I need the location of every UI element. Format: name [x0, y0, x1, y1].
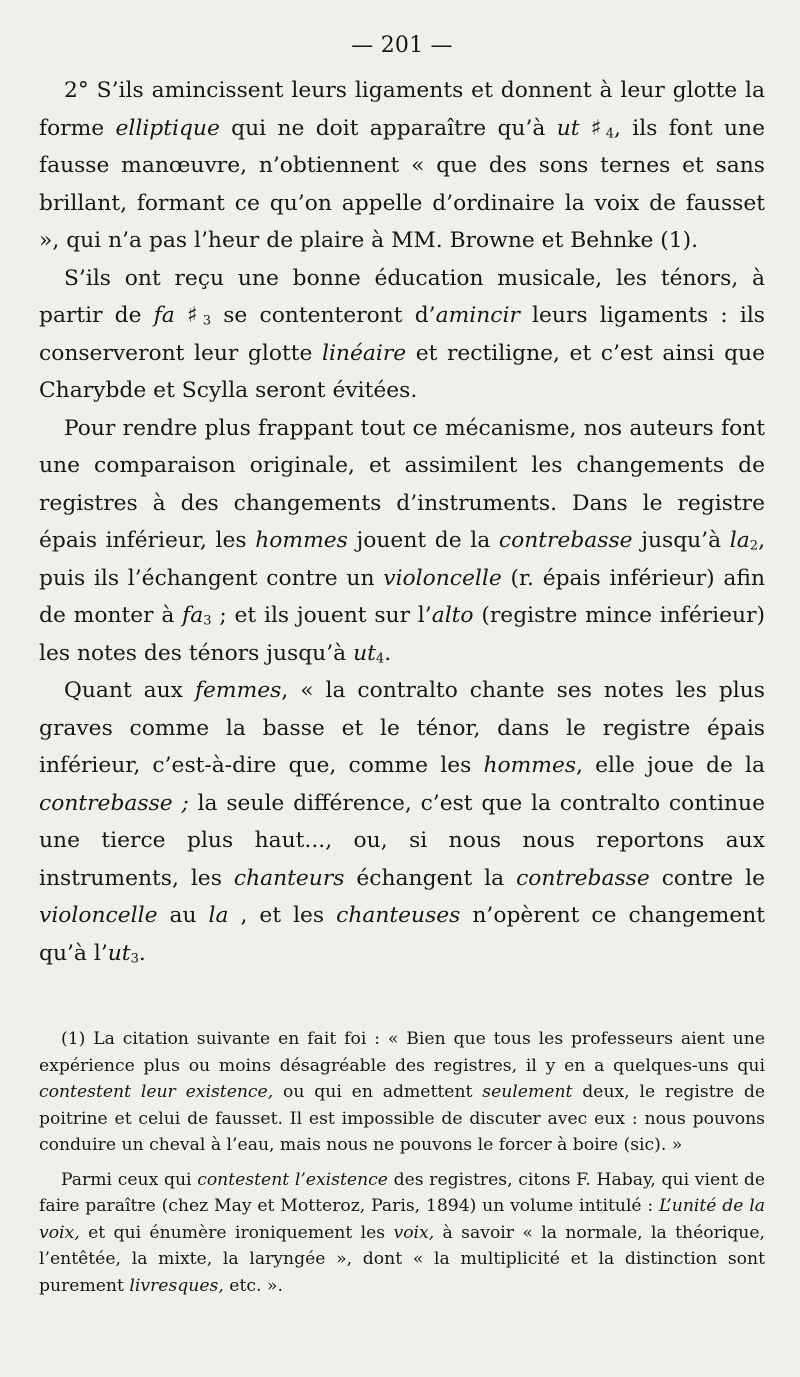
main-text [39, 72, 765, 972]
footnote-1 [39, 1026, 765, 1159]
text-run: (1) La citation suivante en fait foi : « Bien que tous les professeurs aient une expérience plus ou moins désagréable des registres, il y en a quelques-uns qui [39, 1029, 765, 1076]
italic-run: fa [182, 603, 204, 628]
italic-run: ut [353, 640, 376, 666]
italic-run: violoncelle [39, 903, 158, 928]
text-run: Quant aux [64, 678, 195, 703]
subscript: 4 [375, 650, 385, 666]
text-run: (registre mince inférieur) les notes des ténors jusqu’à [39, 603, 765, 666]
italic-run: amincir [435, 303, 520, 328]
italic-run: livresques, [129, 1275, 224, 1296]
italic-run: la [729, 528, 750, 553]
text-run: , elle joue de la [576, 753, 765, 778]
text-run: n’opèrent ce changement qu’à l’ [39, 903, 766, 966]
text-run: , ils font une fausse manœuvre, n’obtiennent « que des sons ternes et sans brillant, formant ce qu’on appelle d’ordinaire la voix de fausset », qui n’a pas l’heur de plaire à MM. Browne et Behnke (1). [39, 115, 765, 253]
italic-run: ut ♯ [556, 115, 606, 141]
text-run: jouent de la [347, 528, 499, 553]
paragraph-1 [39, 72, 765, 260]
text-run: deux, le registre de poitrine et celui de fausset. Il est impossible de discuter avec eux : nous pouvons conduire un cheval à l’eau, mais nous ne pouvons le forcer à boire (sic). » [39, 1082, 765, 1155]
text-run: des registres, citons F. Habay, qui vient de faire paraître (chez May et Motteroz, Paris, 1894) un volume intitulé : [39, 1169, 765, 1216]
text-run: , « la contralto chante ses notes les plus graves comme la basse et le ténor, dans le registre épais inférieur, c’est-à-dire que, comme les [39, 678, 765, 778]
italic-run: femmes [194, 678, 282, 703]
italic-run: ut [107, 940, 131, 966]
italic-run: contestent l’existence [197, 1169, 388, 1190]
italic-run: hommes [483, 753, 577, 778]
italic-run: violoncelle [383, 565, 502, 591]
italic-run: la [208, 903, 229, 928]
text-run: échangent la [344, 865, 517, 891]
italic-run: seulement [482, 1082, 573, 1102]
text-run: à savoir « la normale, la théorique, l’entêtée, la mixte, la laryngée », dont « la multiplicité et la distinction sont purement [39, 1222, 766, 1296]
subscript: 4 [605, 125, 615, 141]
page-number: — 201 — [351, 33, 453, 58]
italic-run: fa ♯ [153, 303, 203, 328]
text-run: qui ne doit apparaître qu’à [219, 115, 557, 141]
subscript: 3 [203, 613, 212, 629]
paragraph-3 [39, 410, 765, 673]
paragraph-2 [39, 260, 765, 410]
text-run: contre le [649, 865, 765, 891]
text-run: etc. ». [223, 1275, 283, 1296]
italic-run: contestent leur existence, [39, 1082, 274, 1102]
text-run: , et les [228, 903, 337, 928]
subscript: 3 [202, 313, 212, 329]
italic-run: linéaire [321, 340, 407, 366]
text-run: se contenteront d’ [211, 303, 436, 328]
italic-run: contrebasse [498, 528, 633, 553]
italic-run: alto [431, 603, 474, 628]
footnote-2 [39, 1167, 765, 1300]
text-run: et rectiligne, et c’est ainsi que Charybde et Scylla seront évitées. [39, 340, 765, 403]
italic-run: contrebasse ; [39, 790, 189, 816]
italic-run: elliptique [115, 115, 220, 141]
italic-run: chanteuses [336, 903, 461, 928]
text-run: Pour rendre plus frappant tout ce mécanisme, nos auteurs font une comparaison originale, et assimilent les changements de registres à des changements d’instruments. Dans le registre épais inférieur, les [39, 415, 765, 553]
italic-run: contrebasse [516, 865, 650, 891]
text-run: . [138, 940, 146, 966]
footnotes [39, 1026, 765, 1299]
text-run: la seule différence, c’est que la contralto continue une tierce plus haut..., ou, si nous nous reportons aux instruments, les [39, 790, 765, 891]
subscript: 3 [130, 950, 139, 966]
subscript: 2 [749, 538, 759, 554]
text-run: ou qui en admettent [273, 1082, 483, 1102]
text-run: , puis ils l’échangent contre un [39, 528, 765, 591]
text-run: et qui énumère ironiquement les [79, 1222, 394, 1243]
text-run: . [384, 640, 392, 666]
italic-run: L’unité de la voix, [39, 1196, 765, 1243]
paragraph-4 [39, 672, 765, 972]
text-run: 2° S’ils amincissent leurs ligaments et donnent à leur glotte la forme [39, 78, 765, 141]
text-run: leurs ligaments : ils conserveront leur glotte [39, 303, 765, 366]
text-run: ; et ils jouent sur l’ [211, 603, 432, 628]
text-run: au [157, 903, 209, 928]
text-run: S’ils ont reçu une bonne éducation musicale, les ténors, à partir de [39, 265, 765, 328]
text-run: jusqu’à [632, 528, 730, 553]
italic-run: voix, [393, 1222, 435, 1243]
text-run: (r. épais inférieur) afin de monter à [39, 565, 765, 628]
text-run: Parmi ceux qui [61, 1169, 198, 1190]
italic-run: hommes [255, 528, 348, 553]
italic-run: chanteurs [233, 865, 345, 891]
